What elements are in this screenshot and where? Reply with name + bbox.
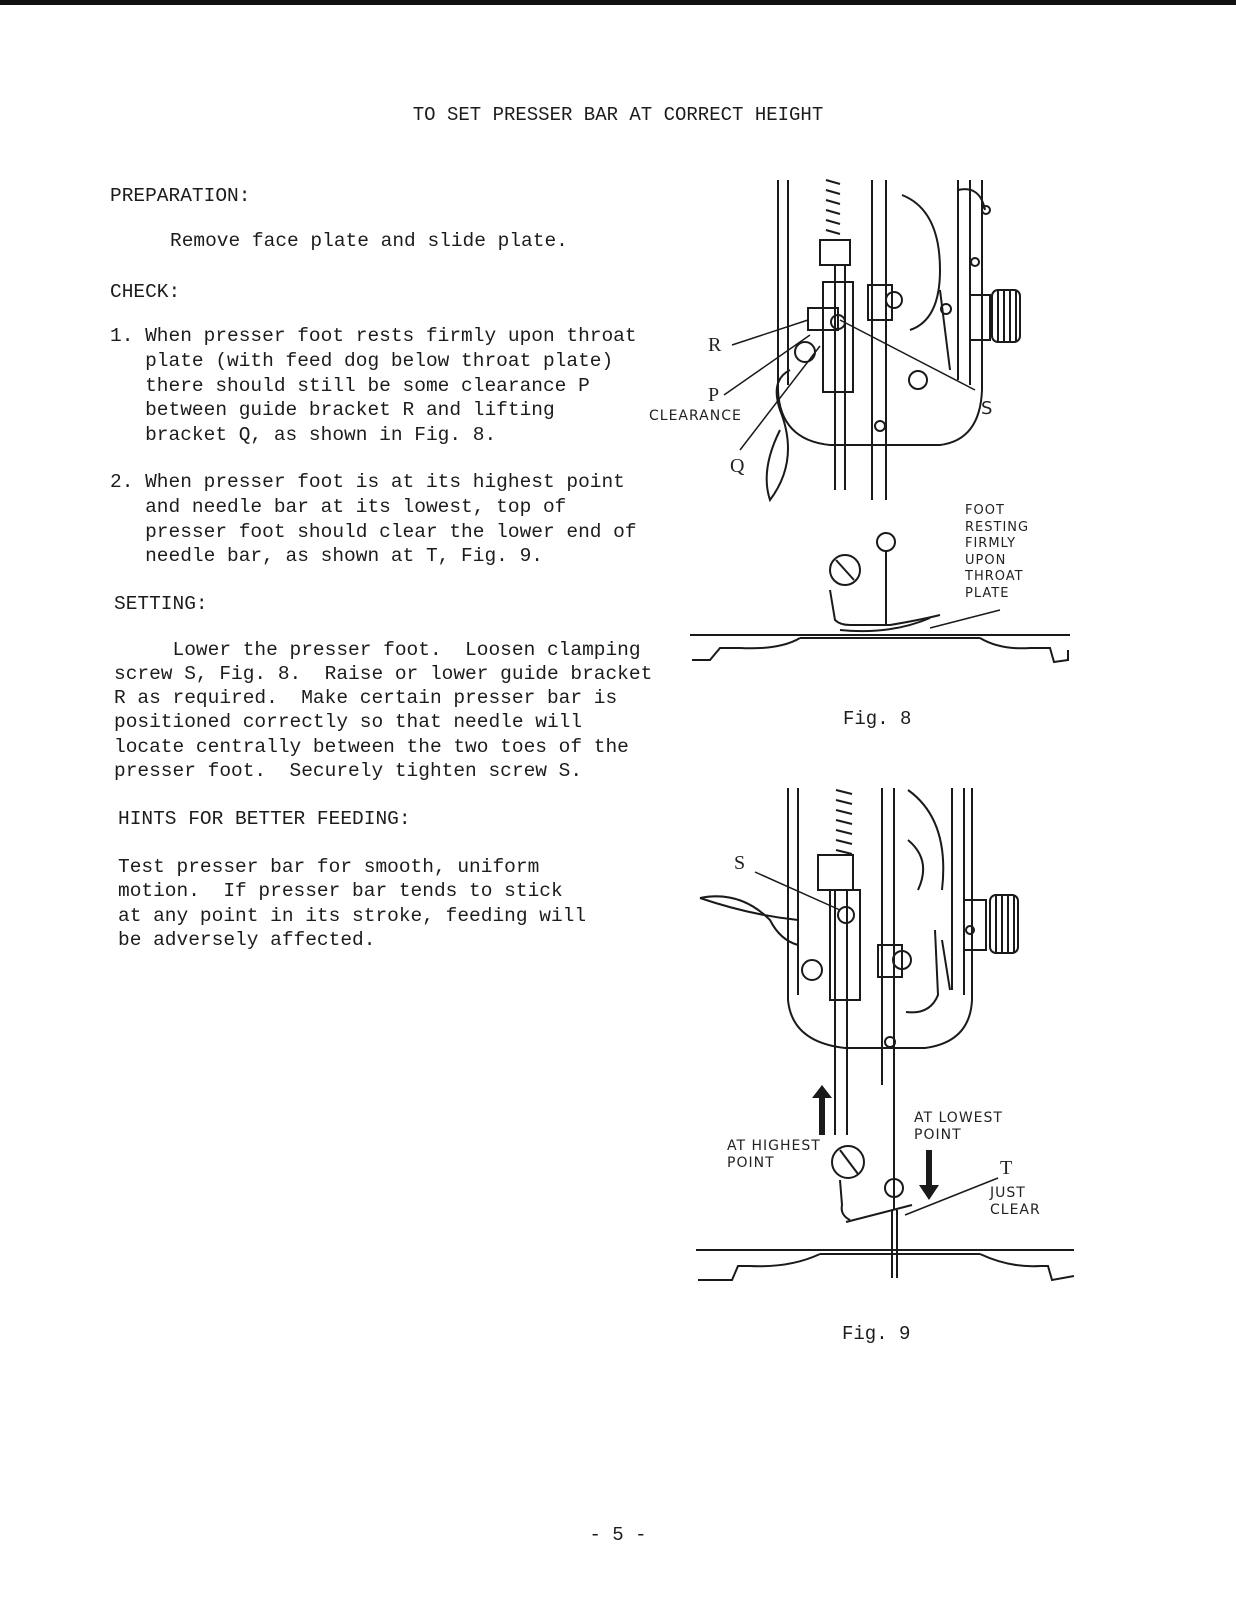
fig8-illustration xyxy=(640,170,1080,690)
label-line: FOOT xyxy=(965,503,1005,518)
fig9-label-just-clear xyxy=(990,1185,1041,1219)
text-line: presser foot. Securely tighten screw S. xyxy=(114,760,583,782)
text-line: and needle bar at its lowest, top of xyxy=(110,496,567,518)
hints-heading: HINTS FOR BETTER FEEDING: xyxy=(118,808,411,830)
text-line: plate (with feed dog below throat plate) xyxy=(110,350,614,372)
text-line: 2. When presser foot is at its highest point xyxy=(110,471,625,493)
text-line: Lower the presser foot. Loosen clamping xyxy=(114,639,641,661)
text-line: at any point in its stroke, feeding will xyxy=(118,905,587,927)
fig9-label-s: S xyxy=(734,852,746,874)
setting-heading: SETTING: xyxy=(114,593,208,615)
preparation-text: Remove face plate and slide plate. xyxy=(170,230,568,252)
fig8-label-q: Q xyxy=(730,455,745,477)
fig9-label-highest xyxy=(727,1138,821,1172)
label-line: RESTING xyxy=(965,519,1030,535)
fig8-label-foot xyxy=(965,503,1029,602)
text-line: needle bar, as shown at T, Fig. 9. xyxy=(110,545,543,567)
label-line: POINT xyxy=(727,1155,775,1171)
label-line: UPON xyxy=(965,552,1007,568)
fig8-label-clearance: CLEARANCE xyxy=(649,408,742,424)
text-line: presser foot should clear the lower end of xyxy=(110,521,637,543)
page-number: - 5 - xyxy=(589,1524,647,1546)
label-line: FIRMLY xyxy=(965,536,1017,551)
fig8-caption: Fig. 8 xyxy=(843,708,912,730)
label-line: AT HIGHEST xyxy=(727,1138,821,1154)
text-line: be adversely affected. xyxy=(118,929,376,951)
label-line: POINT xyxy=(914,1127,962,1143)
text-line: screw S, Fig. 8. Raise or lower guide bracket xyxy=(114,663,653,685)
text-line: positioned correctly so that needle will xyxy=(114,711,583,733)
text-line: locate centrally between the two toes of the xyxy=(114,736,629,758)
label-line: JUST xyxy=(990,1185,1026,1201)
text-line: R as required. Make certain presser bar is xyxy=(114,687,618,709)
fig9-label-lowest xyxy=(914,1110,1003,1144)
text-line: there should still be some clearance P xyxy=(110,375,590,397)
label-line: PLATE xyxy=(965,585,1010,601)
page-title: TO SET PRESSER BAR AT CORRECT HEIGHT xyxy=(412,104,824,126)
text-line: 1. When presser foot rests firmly upon throat xyxy=(110,325,637,347)
label-line: THROAT xyxy=(965,569,1024,584)
preparation-heading: PREPARATION: xyxy=(110,185,251,207)
label-line: CLEAR xyxy=(990,1202,1041,1218)
fig8-label-p: P xyxy=(708,384,720,406)
text-line: Test presser bar for smooth, uniform xyxy=(118,856,540,878)
fig9-label-t: T xyxy=(1000,1157,1013,1179)
check-heading: CHECK: xyxy=(110,281,181,303)
text-line: between guide bracket R and lifting xyxy=(110,399,555,421)
fig8-label-r: R xyxy=(708,334,722,356)
scan-top-edge xyxy=(0,0,1236,5)
fig8-label-s: S xyxy=(981,398,994,419)
fig9-caption: Fig. 9 xyxy=(842,1323,911,1345)
text-line: bracket Q, as shown in Fig. 8. xyxy=(110,424,497,446)
text-line: motion. If presser bar tends to stick xyxy=(118,880,563,902)
label-line: AT LOWEST xyxy=(914,1110,1003,1126)
